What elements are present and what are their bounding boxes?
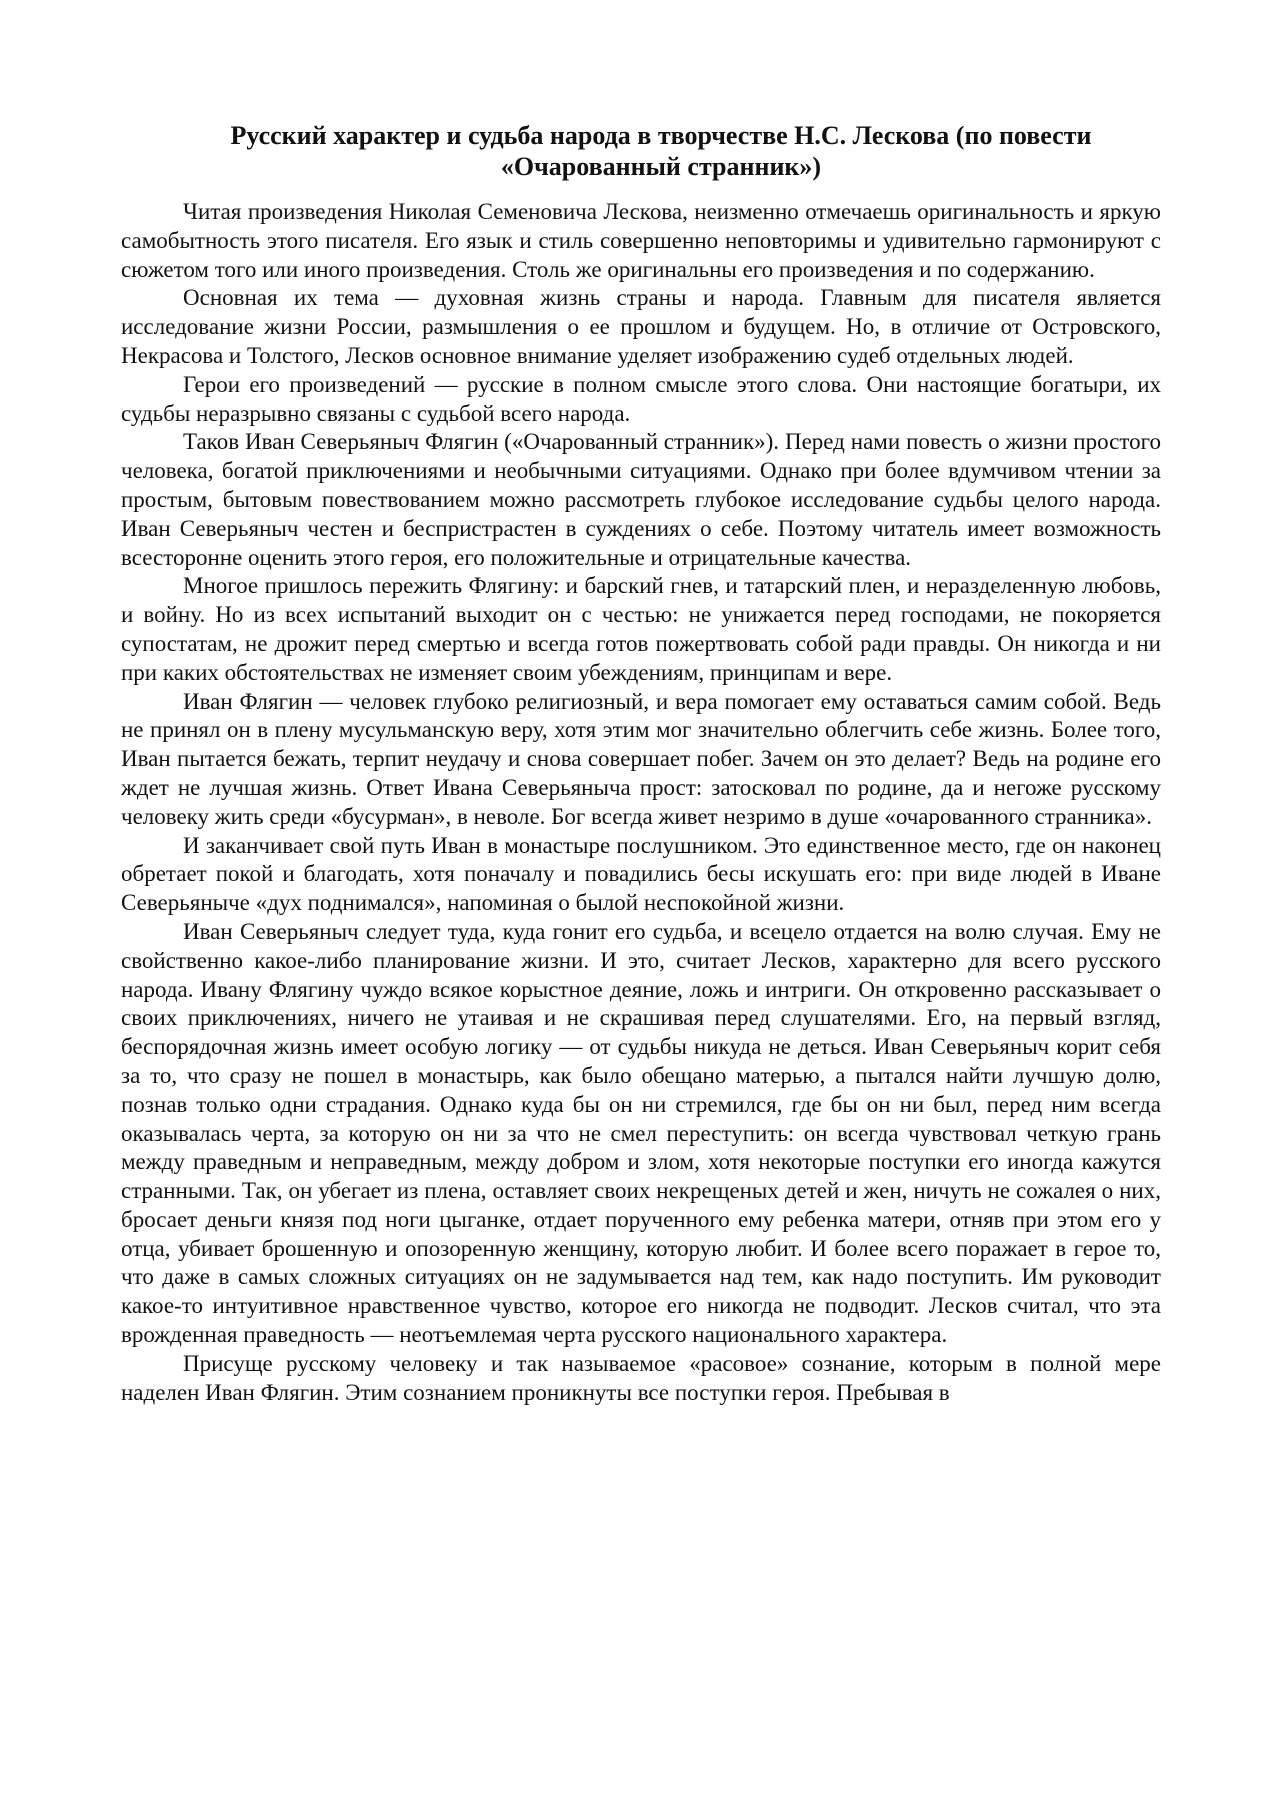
paragraph: Читая произведения Николая Семеновича Лескова, неизменно отмечаешь оригинальность и яркую самобытность этого писателя. Его язык и стиль совершенно неповторимы и удивительно гармонируют с сюжетом того или иного произведения. Столь же оригинальны его произведения и по содержанию. [121,199,1161,282]
paragraph: Многое пришлось пережить Флягину: и барский гнев, и татарский плен, и неразделенную любовь, и войну. Но из всех испытаний выходит он с честью: не унижается перед господами, не покоряется супостатам, не дрожит перед смертью и всегда готов пожертвовать собой ради правды. Он никогда и ни при каких обстоятельствах не изменяет своим убеждениям, принципам и вере. [121,573,1161,685]
paragraph: И заканчивает свой путь Иван в монастыре послушником. Это единственное место, где он наконец обретает покой и благодать, хотя поначалу и повадились бесы искушать его: при виде людей в Иване Северьяныче «дух поднимался», напоминая о былой неспокойной жизни. [121,832,1161,916]
paragraph: Иван Северьяныч следует туда, куда гонит его судьба, и всецело отдается на волю случая. Ему не свойственно какое-либо планирование жизни. И это, считает Лесков, характерно для всего русского народа. Ивану Флягину чуждо всякое корыстное деяние, ложь и интриги. Он откровенно рассказывает о своих приключениях, ничего не утаивая и не скрашивая перед слушателями. Его, на первый взгляд, беспорядочная жизнь имеет особую логику — от судьбы никуда не деться. Иван Северьяныч корит себя за то, что сразу не пошел в монастырь, как было обещано матерью, а пытался найти лучшую долю, познав только одни страдания. Однако куда бы он ни стремился, где бы он ни был, перед ним всегда оказывалась черта, за которую он ни за что не смел переступить: он всегда чувствовал четкую грань между праведным и неправедным, между добром и злом, хотя некоторые поступки его иногда кажутся странными. Так, он убегает из плена, оставляет своих некрещеных детей и жен, ничуть не сожалея о них, бросает деньги князя под ноги цыганке, отдает порученного ему ребенка матери, отняв при этом его у отца, убивает брошенную и опозоренную женщину, которую любит. И более всего поражает в герое то, что даже в самых сложных ситуациях он не задумывается над тем, как надо поступить. Им руководит какое-то интуитивное нравственное чувство, которое его никогда не подводит. Лесков считал, что эта врожденная праведность — неотъемлемая черта русского национального характера. [121,918,1161,1348]
paragraph: Герои его произведений — русские в полном смысле этого слова. Они настоящие богатыри, их судьбы неразрывно связаны с судьбой всего народа. [121,371,1161,426]
document-body [121,198,1161,1407]
paragraph: Таков Иван Северьяныч Флягин («Очарованный странник»). Перед нами повесть о жизни простого человека, богатой приключениями и необычными ситуациями. Однако при более вдумчивом чтении за простым, бытовым повествованием можно рассмотреть глубокое исследование судьбы целого народа. Иван Северьяныч честен и беспристрастен в суждениях о себе. Поэтому читатель имеет возможность всесторонне оценить этого героя, его положительные и отрицательные качества. [121,429,1161,570]
paragraph: Присуще русскому человеку и так называемое «расовое» сознание, которым в полной мере наделен Иван Флягин. Этим сознанием проникнуты все поступки героя. Пребывая в [121,1350,1161,1405]
document-content [121,120,1161,1407]
paragraph: Иван Флягин — человек глубоко религиозный, и вера помогает ему оставаться самим собой. Ведь не принял он в плену мусульманскую веру, хотя этим мог значительно облегчить себе жизнь. Более того, Иван пытается бежать, терпит неудачу и снова совершает побег. Зачем он это делает? Ведь на родине его ждет не лучшая жизнь. Ответ Ивана Северьяныча прост: затосковал по родине, да и негоже русскому человеку жить среди «бусурман», в неволе. Бог всегда живет незримо в душе «очарованного странника». [121,688,1161,829]
document-title: Русский характер и судьба народа в творчестве Н.С. Лескова (по повести «Очарованный странник») [230,121,1092,181]
paragraph: Основная их тема — духовная жизнь страны и народа. Главным для писателя является исследование жизни России, размышления о ее прошлом и будущем. Но, в отличие от Островского, Некрасова и Толстого, Лесков основное внимание уделяет изображению судеб отдельных людей. [121,285,1161,368]
